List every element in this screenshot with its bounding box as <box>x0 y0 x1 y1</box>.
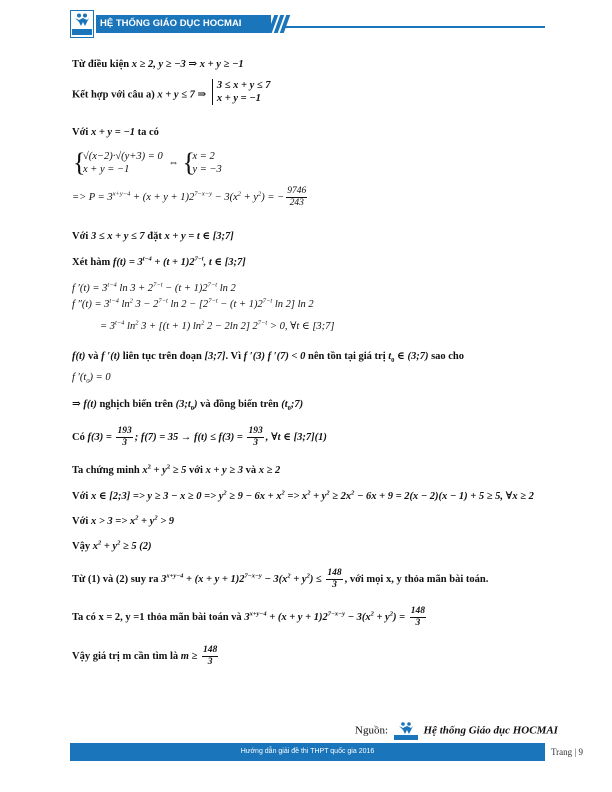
header-slashes <box>267 15 287 33</box>
footer-bar: Hướng dẫn giải đề thi THPT quốc gia 2016 <box>70 743 545 761</box>
line-9-second-derivative: f $''(t) = 3^{t-4}$ $\ln^2 3 - 2^{7-t}$ $\ln 2 - [2^{7-t} - (t + 1)2^{7-t}$ ln 2] ln 2 <box>72 297 314 310</box>
line-15: Ta chứng minh $x^2 + y^2 \ge 5$ với x + y ≥ 3 và x ≥ 2 <box>72 463 281 476</box>
line-21-conclusion: Vậy giá trị m cần tìm là m ≥ $\frac{148}{3}$ <box>72 645 218 667</box>
line-20: Ta có x = 2, y =1 thỏa mãn bài toán và $3^{x+y-4} + (x + y + 1)2^{7-x-y} - 3(x^2 + y^2)$ = $\frac{148}{3}$ <box>72 606 425 628</box>
hocmai-logo-icon <box>70 10 94 38</box>
line-2: Kết hợp với câu a) x + y ≤ 7 ⇒ 3 ≤ x + y ≤ 7 x + y = −1 <box>72 80 271 104</box>
page-number: Trang | 9 <box>551 747 583 757</box>
source-credit: Nguồn: Hệ thống Giáo dục HOCMAI <box>355 722 558 740</box>
page-header <box>70 10 545 40</box>
people-logo-icon <box>74 13 90 27</box>
line-16: Với x ∈ [2;3] => $y \ge 3 - x \ge 0 => y^2 \ge 9 - 6x + x^2 => x^2 + y^2 \ge 2x^2 - 6x + 9 = 2(x - 2)(x - 1) + 5 \ge 5$, ∀x ≥ 2 <box>72 489 534 502</box>
line-1: Từ điều kiện x ≥ 2, y ≥ −3 ⇒ x + y ≥ −1 <box>72 59 244 70</box>
line-3: Với x + y = −1 ta có <box>72 127 159 138</box>
line-19: Từ (1) và (2) suy ra $3^{x+y-4} + (x + y + 1)2^{7-x-y} - 3(x^2 + y^2)$ ≤ $\frac{148}{3}$ , với mọi x, y thỏa mãn bài toán. <box>72 568 489 590</box>
line-6: Với 3 ≤ x + y ≤ 7 đặt x + y = t ∈ [3;7] <box>72 231 234 242</box>
line-14: Có f(3) = $\frac{193}{3}$ ; f(7) = 35 → f(t) ≤ f(3) = $\frac{193}{3}$ , ∀t ∈ [3;7](1) <box>72 426 327 448</box>
line-7: Xét hàm $f(t) = 3^{t-4} + (t + 1)2^{7-t}$, t ∈ [3;7] <box>72 255 246 268</box>
hocmai-small-logo-icon <box>394 722 418 740</box>
header-rule <box>285 26 545 28</box>
line-5-P: => $P = 3^{x+y-4} + (x + y + 1)2^{7-x-y} - 3(x^2 + y^2)$ = − $\frac{9746}{243}$ <box>72 186 307 208</box>
line-8-derivative: f $'(t) = 3^{t-4}$ $\ln 3 + 2^{7-t} - (t + 1)2^{7-t}$ ln 2 <box>72 281 236 294</box>
line-4-system: { √(x−2)·√(y+3) = 0 x + y = −1 ⇔ { x = 2 y = −3 <box>72 150 225 176</box>
line-11: f(t) và f ′(t) liên tục trên đoạn [3;7]. Vì f ′(3) f ′(7) < 0 nên tồn tại giá trị $t_0$ ∈ (3;7) sao cho <box>72 351 465 365</box>
brand-title: HỆ THỐNG GIÁO DỤC HOCMAI <box>96 15 271 33</box>
line-18: Vậy $x^2 + y^2 \ge 5$ (2) <box>72 539 152 552</box>
line-13: ⇒ f(t) nghịch biến trên $(3;t_0)$ và đồng biến trên $(t_0;7)$ <box>72 399 304 413</box>
line-10: = $3^{t-4}$ $\ln^2 3 + [(t + 1)$ $\ln^2 2 - 2\ln$ 2] $2^{7-t} > 0$, ∀t ∈ [3;7] <box>100 319 335 332</box>
line-17: Với $x > 3 => x^2 + y^2 > 9$ <box>72 514 175 527</box>
line-12: f $'(t_0) = 0$ <box>72 372 111 386</box>
